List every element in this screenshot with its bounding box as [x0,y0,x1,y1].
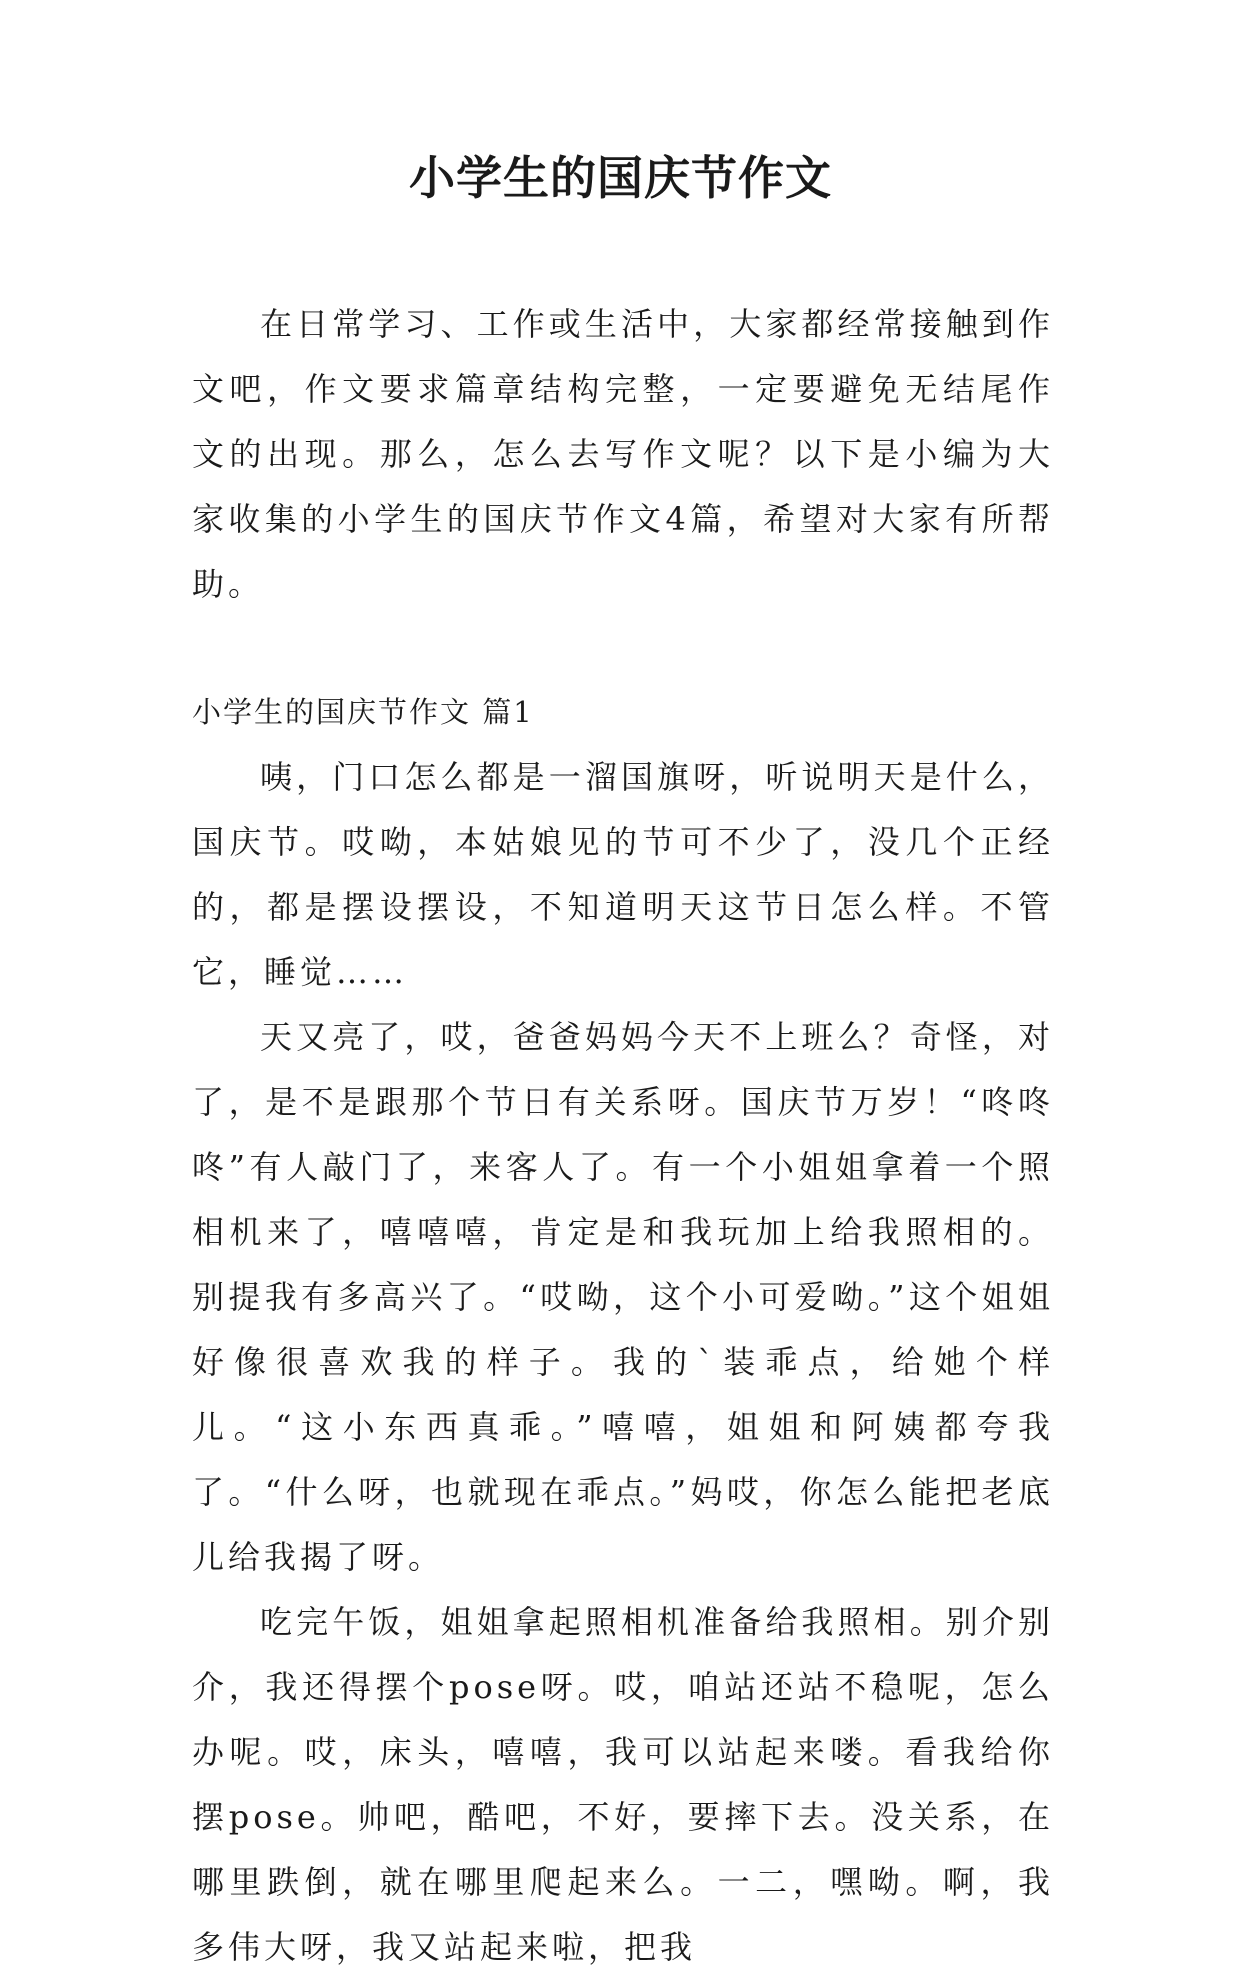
document-title: 小学生的国庆节作文 [409,151,832,205]
body-paragraph-2: 天又亮了，哎，爸爸妈妈今天不上班么？奇怪，对了，是不是跟那个节日有关系呀。国庆节万岁！“咚咚咚”有人敲门了，来客人了。有一个小姐姐拿着一个照相机来了，嘻嘻嘻，肯定是和我玩加上给我照相的。别提我有多高兴了。“哎呦，这个小可爱呦。”这个姐姐好像很喜欢我的样子。我的`装乖点，给她个样儿。“这小东西真乖。”嘻嘻，姐姐和阿姨都夸我了。“什么呀，也就现在乖点。”妈哎，你怎么能把老底儿给我揭了呀。 [192,1018,1054,1576]
section-heading: 小学生的国庆节作文 篇1 [192,695,534,729]
body-paragraph-3: 吃完午饭，姐姐拿起照相机准备给我照相。别介别介，我还得摆个pose呀。哎，咱站还站不稳呢，怎么办呢。哎，床头，嘻嘻，我可以站起来喽。看我给你摆pose。帅吧，酷吧，不好，要摔下去。没关系，在哪里跌倒，就在哪里爬起来么。一二，嘿呦。啊，我多伟大呀，我又站起来啦，把我 [192,1603,1054,1966]
intro-paragraph: 在日常学习、工作或生活中，大家都经常接触到作文吧，作文要求篇章结构完整，一定要避免无结尾作文的出现。那么，怎么去写作文呢？以下是小编为大家收集的小学生的国庆节作文4篇，希望对大家有所帮助。 [192,305,1054,603]
body-paragraph-1: 咦，门口怎么都是一溜国旗呀，听说明天是什么，国庆节。哎呦，本姑娘见的节可不少了，没几个正经的，都是摆设摆设，不知道明天这节日怎么样。不管它，睡觉…… [192,758,1054,991]
document-body [192,292,1054,1980]
